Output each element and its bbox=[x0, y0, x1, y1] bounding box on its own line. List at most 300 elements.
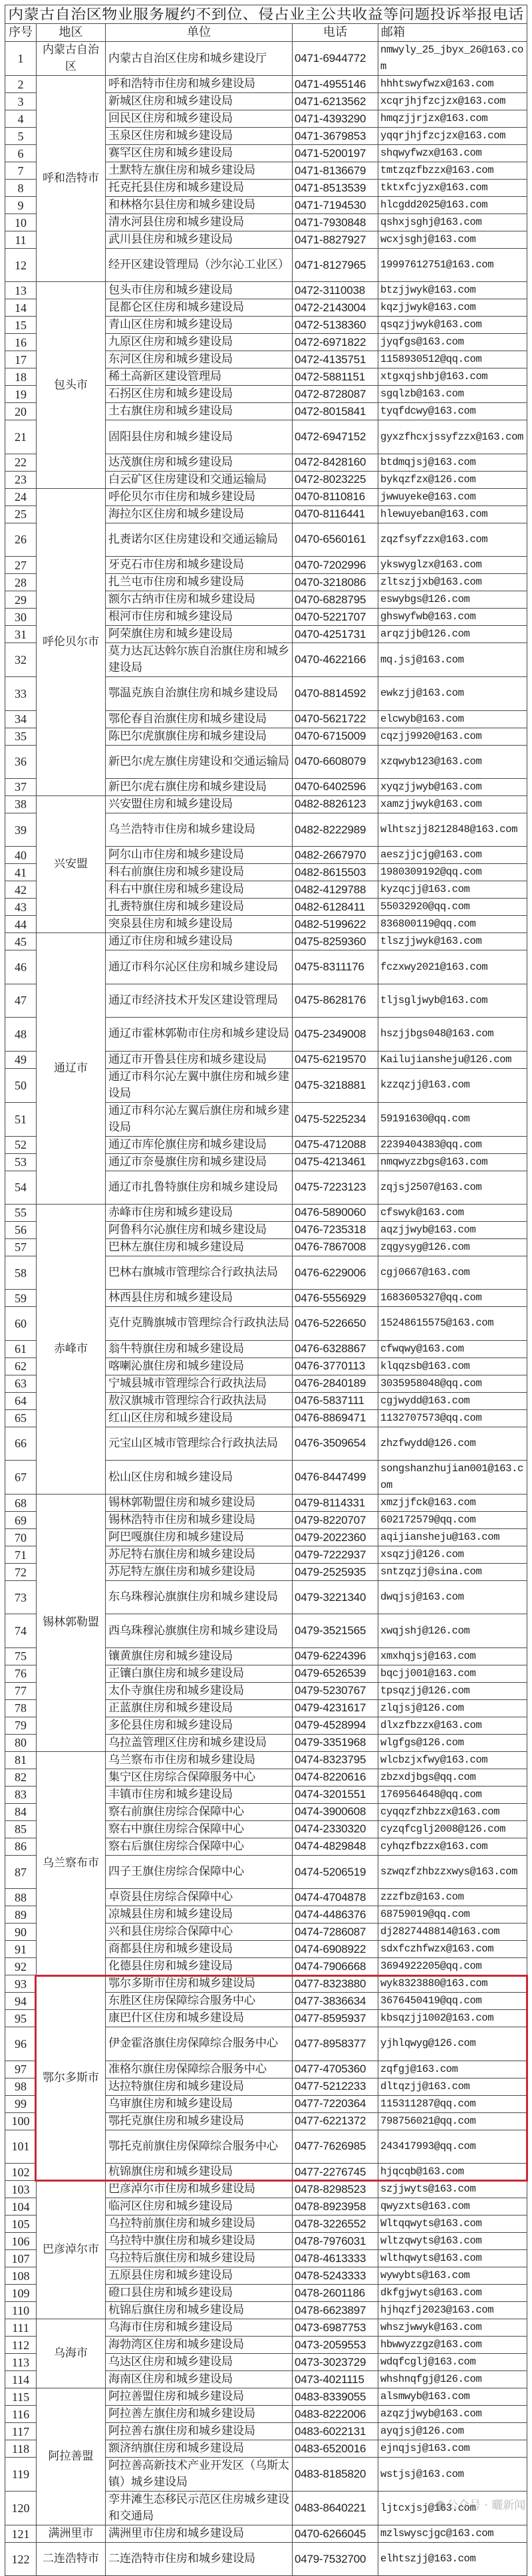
unit-name: 科右前旗住房和城乡建设局 bbox=[106, 864, 293, 881]
region-cell: 鄂尔多斯市 bbox=[37, 1975, 106, 2181]
phone-number[interactable]: 0478-4613333 bbox=[293, 2250, 378, 2267]
row-seq-number: 29 bbox=[5, 591, 37, 609]
phone-number[interactable]: 0470-8814592 bbox=[293, 677, 378, 710]
email-address[interactable]: xzqwyb123@163.com bbox=[378, 745, 527, 778]
email-address[interactable]: hlewuyeban@163.com bbox=[378, 505, 527, 523]
phone-number[interactable]: 0470-3218086 bbox=[293, 574, 378, 591]
phone-number[interactable]: 0478-6623897 bbox=[293, 2302, 378, 2319]
email-address[interactable]: cyqqzfzhbzzx@163.com bbox=[378, 1803, 527, 1820]
unit-name: 牙克石市住房和城乡建设局 bbox=[106, 557, 293, 574]
email-address[interactable]: dj2827448814@163.com bbox=[378, 1924, 527, 1941]
phone-number[interactable]: 0478-8298523 bbox=[293, 2181, 378, 2198]
phone-number[interactable]: 0483-8640221 bbox=[293, 2492, 378, 2525]
unit-name: 杭锦后旗住房和城乡建设局 bbox=[106, 2302, 293, 2319]
email-address[interactable]: hszjjbgs048@163.com bbox=[378, 1018, 527, 1051]
page-title: 内蒙古自治区物业服务履约不到位、侵占业主公共收益等问题投诉举报电话 bbox=[5, 6, 527, 23]
phone-number[interactable]: 0479-3351968 bbox=[293, 1734, 378, 1751]
email-address[interactable]: 1683605327@qq.com bbox=[378, 1290, 527, 1307]
email-address[interactable]: elhtszjj@163.com bbox=[378, 2543, 527, 2576]
phone-number[interactable]: 0470-8110816 bbox=[293, 488, 378, 505]
email-address[interactable]: wywybts@163.com bbox=[378, 2267, 527, 2285]
phone-number[interactable]: 0472-8015841 bbox=[293, 403, 378, 420]
email-address[interactable]: wdqfcglj@163.com bbox=[378, 2354, 527, 2371]
row-seq-number: 6 bbox=[5, 145, 37, 162]
phone-number[interactable]: 0474-3201551 bbox=[293, 1786, 378, 1803]
phone-number[interactable]: 0473-4021115 bbox=[293, 2371, 378, 2388]
email-address[interactable]: zltszjjxb@163.com bbox=[378, 574, 527, 591]
email-address[interactable]: 59191630@qq.com bbox=[378, 1102, 527, 1136]
email-address[interactable]: 243417993@qq.com bbox=[378, 2130, 527, 2163]
email-address[interactable]: zqzfsyfzzx@163.com bbox=[378, 523, 527, 556]
email-address[interactable]: elcwyb@163.com bbox=[378, 710, 527, 728]
email-address[interactable]: wyk8323880@163.com bbox=[378, 1975, 527, 1993]
phone-number[interactable]: 0479-2525935 bbox=[293, 1564, 378, 1581]
phone-number[interactable]: 0474-4486376 bbox=[293, 1906, 378, 1924]
region-cell: 乌海市 bbox=[37, 2319, 106, 2388]
email-address[interactable]: mq.jsj@163.com bbox=[378, 643, 527, 677]
row-seq-number: 86 bbox=[5, 1838, 37, 1855]
phone-number[interactable]: 0470-8116441 bbox=[293, 505, 378, 523]
email-address[interactable]: zqfgj@163.com bbox=[378, 2061, 527, 2078]
unit-name: 喀喇沁旗住房和城乡建设局 bbox=[106, 1358, 293, 1375]
phone-number[interactable]: 0479-3221340 bbox=[293, 1581, 378, 1614]
phone-number[interactable]: 0475-8259360 bbox=[293, 933, 378, 950]
row-seq-number: 71 bbox=[5, 1546, 37, 1564]
email-address[interactable]: jwwuyeke@163.com bbox=[378, 488, 527, 505]
phone-number[interactable]: 0476-5556929 bbox=[293, 1290, 378, 1307]
email-address[interactable]: arqzjjb@126.com bbox=[378, 626, 527, 643]
email-address[interactable]: klqqzsb@163.com bbox=[378, 1358, 527, 1375]
email-address[interactable]: kyzqcjj@163.com bbox=[378, 881, 527, 899]
phone-number[interactable]: 0471-8513539 bbox=[293, 180, 378, 197]
email-address[interactable]: 1158930512@qq.com bbox=[378, 351, 527, 368]
email-address[interactable]: kzzqzjj@163.com bbox=[378, 1068, 527, 1102]
phone-number[interactable]: 0482-8615503 bbox=[293, 864, 378, 881]
phone-number[interactable]: 0470-6608079 bbox=[293, 745, 378, 778]
email-address[interactable]: hjqcqb@163.com bbox=[378, 2164, 527, 2181]
phone-number[interactable]: 0477-6221372 bbox=[293, 2112, 378, 2130]
phone-number[interactable]: 0474-8220616 bbox=[293, 1769, 378, 1786]
phone-number[interactable]: 0479-8220707 bbox=[293, 1512, 378, 1529]
row-seq-number: 93 bbox=[5, 1975, 37, 1993]
email-address[interactable]: 1132707573@qq.com bbox=[378, 1409, 527, 1427]
row-seq-number: 63 bbox=[5, 1375, 37, 1392]
email-address[interactable]: ejnqjsj@163.com bbox=[378, 2440, 527, 2458]
phone-number[interactable]: 0482-2667970 bbox=[293, 847, 378, 864]
phone-number[interactable]: 0472-8428160 bbox=[293, 454, 378, 471]
email-address[interactable]: wlcbzjxfwy@163.com bbox=[378, 1751, 527, 1769]
email-address[interactable]: jyqfgs@163.com bbox=[378, 334, 527, 351]
email-address[interactable]: 798756021@qq.com bbox=[378, 2112, 527, 2130]
email-address[interactable]: cfswyk@163.com bbox=[378, 1204, 527, 1221]
email-address[interactable]: wlthqwyts@163.com bbox=[378, 2250, 527, 2267]
email-address[interactable]: xtgxqjshbj@163.com bbox=[378, 368, 527, 386]
email-address[interactable]: aqzjjwyb@163.com bbox=[378, 1221, 527, 1238]
phone-number[interactable]: 0482-6128411 bbox=[293, 899, 378, 916]
email-address[interactable]: fczxwy2021@163.com bbox=[378, 950, 527, 984]
phone-number[interactable]: 0475-7223123 bbox=[293, 1171, 378, 1204]
unit-name: 通辽市科尔沁左翼后旗住房和城乡建设局 bbox=[106, 1102, 293, 1136]
phone-number[interactable]: 0471-6944772 bbox=[293, 42, 378, 76]
phone-number[interactable]: 0471-4955146 bbox=[293, 76, 378, 93]
phone-number[interactable]: 0483-6520016 bbox=[293, 2440, 378, 2458]
phone-number[interactable]: 0482-5199622 bbox=[293, 916, 378, 933]
row-seq-number: 60 bbox=[5, 1307, 37, 1340]
row-seq-number: 73 bbox=[5, 1581, 37, 1614]
phone-number[interactable]: 0473-2059553 bbox=[293, 2337, 378, 2354]
email-address[interactable]: Kailujiansheju@126.com bbox=[378, 1051, 527, 1068]
email-address[interactable]: hmqzjjrjzx@163.com bbox=[378, 110, 527, 128]
phone-number[interactable]: 0471-5200197 bbox=[293, 145, 378, 162]
row-seq-number: 18 bbox=[5, 368, 37, 386]
email-address[interactable]: bqcjj001@163.com bbox=[378, 1665, 527, 1682]
row-seq-number: 82 bbox=[5, 1769, 37, 1786]
unit-name: 石拐区住房和城乡建设局 bbox=[106, 386, 293, 403]
email-address[interactable]: cqzjj9920@163.com bbox=[378, 728, 527, 745]
unit-name: 土右旗住房和城乡建设局 bbox=[106, 403, 293, 420]
phone-number[interactable]: 0476-8869471 bbox=[293, 1409, 378, 1427]
email-address[interactable]: xyqzjjwyb@163.com bbox=[378, 778, 527, 795]
email-address[interactable]: xsqzjj@126.com bbox=[378, 1546, 527, 1564]
phone-number[interactable]: 0476-7235318 bbox=[293, 1221, 378, 1238]
email-address[interactable]: xcqrjhjfzcjzx@163.com bbox=[378, 93, 527, 110]
phone-number[interactable]: 0477-2276745 bbox=[293, 2164, 378, 2181]
phone-number[interactable]: 0475-2349008 bbox=[293, 1018, 378, 1051]
email-address[interactable]: tljsgljwyb@163.com bbox=[378, 984, 527, 1017]
phone-number[interactable]: 0478-5243333 bbox=[293, 2267, 378, 2285]
email-address[interactable]: nmqwyzzbgs@163.com bbox=[378, 1153, 527, 1171]
email-address[interactable]: qwyzxts@163.com bbox=[378, 2198, 527, 2216]
phone-number[interactable]: 0476-6229006 bbox=[293, 1256, 378, 1289]
phone-number[interactable]: 0471-7930848 bbox=[293, 214, 378, 231]
phone-number[interactable]: 0476-3770113 bbox=[293, 1358, 378, 1375]
phone-number[interactable]: 0477-5212233 bbox=[293, 2078, 378, 2095]
phone-number[interactable]: 0479-7222937 bbox=[293, 1546, 378, 1564]
phone-number[interactable]: 0474-7906668 bbox=[293, 1958, 378, 1975]
header-row bbox=[5, 24, 527, 42]
row-seq-number: 121 bbox=[5, 2525, 37, 2543]
phone-number[interactable]: 0472-6971822 bbox=[293, 334, 378, 351]
email-address[interactable]: 1980309192@qq.com bbox=[378, 864, 527, 881]
phone-number[interactable]: 0472-3110038 bbox=[293, 282, 378, 299]
unit-name: 康巴什区住房和城乡建设局 bbox=[106, 2010, 293, 2027]
phone-number[interactable]: 0474-5206519 bbox=[293, 1855, 378, 1888]
table-row bbox=[5, 76, 527, 93]
phone-number[interactable]: 0473-3023729 bbox=[293, 2354, 378, 2371]
email-address[interactable]: 3694922205@qq.com bbox=[378, 1958, 527, 1975]
email-address[interactable]: 3035958048@qq.com bbox=[378, 1375, 527, 1392]
email-address[interactable]: ghswyfwb@163.com bbox=[378, 609, 527, 626]
email-address[interactable]: zhzfwydd@126.com bbox=[378, 1427, 527, 1460]
email-address[interactable]: xmxhqjsj@163.com bbox=[378, 1647, 527, 1665]
phone-number[interactable]: 0473-6987753 bbox=[293, 2319, 378, 2337]
phone-number[interactable]: 0476-2840189 bbox=[293, 1375, 378, 1392]
region-cell: 锡林郭勒盟 bbox=[37, 1495, 106, 1752]
phone-number[interactable]: 0477-4705360 bbox=[293, 2061, 378, 2078]
phone-number[interactable]: 0475-8628176 bbox=[293, 984, 378, 1017]
row-seq-number: 62 bbox=[5, 1358, 37, 1375]
email-address[interactable]: dlxzfbzzx@163.com bbox=[378, 1717, 527, 1734]
email-address[interactable]: zlqjsj@126.com bbox=[378, 1699, 527, 1717]
email-address[interactable]: hlcgdd2025@163.com bbox=[378, 197, 527, 214]
row-seq-number: 33 bbox=[5, 677, 37, 710]
phone-number[interactable]: 0483-6022131 bbox=[293, 2423, 378, 2440]
email-address[interactable]: alsmwyb@163.com bbox=[378, 2388, 527, 2406]
unit-name: 二连浩特市住房和城乡建设局 bbox=[106, 2543, 293, 2576]
email-address[interactable]: ayqjsj@126.com bbox=[378, 2423, 527, 2440]
phone-number[interactable]: 0476-5837111 bbox=[293, 1392, 378, 1409]
row-seq-number: 25 bbox=[5, 505, 37, 523]
phone-number[interactable]: 0475-8311176 bbox=[293, 950, 378, 984]
phone-number[interactable]: 0472-5881151 bbox=[293, 368, 378, 386]
phone-number[interactable]: 0476-5226650 bbox=[293, 1307, 378, 1340]
email-address[interactable]: cfwqwy@163.com bbox=[378, 1340, 527, 1358]
phone-number[interactable]: 0479-7532700 bbox=[293, 2543, 378, 2576]
unit-name: 化德县住房和城乡建设局 bbox=[106, 1958, 293, 1975]
phone-number[interactable]: 0478-2601186 bbox=[293, 2285, 378, 2302]
phone-number[interactable]: 0471-8827927 bbox=[293, 231, 378, 249]
email-address[interactable]: szjjwyts@163.com bbox=[378, 2181, 527, 2198]
email-address[interactable]: sntzqzjj@sina.com bbox=[378, 1564, 527, 1581]
phone-number[interactable]: 0470-4622166 bbox=[293, 643, 378, 677]
email-address[interactable]: wcxjsghj@163.com bbox=[378, 231, 527, 249]
email-address[interactable]: wlhtszjj8212848@163.com bbox=[378, 813, 527, 846]
phone-number[interactable]: 0474-4829848 bbox=[293, 1838, 378, 1855]
phone-number[interactable]: 0474-3900608 bbox=[293, 1803, 378, 1820]
email-address[interactable]: hhhtswyfwzx@163.com bbox=[378, 76, 527, 93]
email-address[interactable]: dwqjsj@163.com bbox=[378, 1581, 527, 1614]
phone-number[interactable]: 0477-7220364 bbox=[293, 2095, 378, 2112]
phone-number[interactable]: 0471-4393290 bbox=[293, 110, 378, 128]
phone-number[interactable]: 0472-8728087 bbox=[293, 386, 378, 403]
phone-number[interactable]: 0470-6715009 bbox=[293, 728, 378, 745]
phone-number[interactable]: 0478-8923958 bbox=[293, 2198, 378, 2216]
email-address[interactable]: 115311287@qq.com bbox=[378, 2095, 527, 2112]
phone-number[interactable]: 0470-5221707 bbox=[293, 609, 378, 626]
email-address[interactable]: wlgfgs@126.com bbox=[378, 1734, 527, 1751]
phone-number[interactable]: 0474-7286087 bbox=[293, 1924, 378, 1941]
phone-number[interactable]: 0476-6328867 bbox=[293, 1340, 378, 1358]
email-address[interactable]: dltqzjj@163.com bbox=[378, 2078, 527, 2095]
phone-number[interactable]: 0472-4135751 bbox=[293, 351, 378, 368]
unit-name: 五原县住房和城乡建设局 bbox=[106, 2267, 293, 2285]
table-body bbox=[5, 42, 527, 2576]
email-address[interactable]: tlszjjwyk@163.com bbox=[378, 933, 527, 950]
unit-name: 额济纳旗住房和城乡建设局 bbox=[106, 2440, 293, 2458]
email-address[interactable]: hjhqzfj2023@163.com bbox=[378, 2302, 527, 2319]
row-seq-number: 105 bbox=[5, 2216, 37, 2233]
phone-number[interactable]: 0478-3226552 bbox=[293, 2216, 378, 2233]
email-address[interactable]: whshnqfgj@126.com bbox=[378, 2371, 527, 2388]
email-address[interactable]: bykqzfzx@126.com bbox=[378, 471, 527, 488]
phone-number[interactable]: 0472-6947152 bbox=[293, 420, 378, 454]
row-seq-number: 43 bbox=[5, 899, 37, 916]
email-address[interactable]: wltzqwyts@163.com bbox=[378, 2233, 527, 2250]
email-address[interactable]: Wltqqwyts@163.com bbox=[378, 2216, 527, 2233]
unit-name: 科右中旗住房和城乡建设局 bbox=[106, 881, 293, 899]
phone-number[interactable]: 0475-4213461 bbox=[293, 1153, 378, 1171]
phone-number[interactable]: 0479-8114331 bbox=[293, 1495, 378, 1512]
email-address[interactable]: nmwyly_25_jbyx_26@163.com bbox=[378, 42, 527, 76]
email-address[interactable]: shqwyfwzx@163.com bbox=[378, 145, 527, 162]
email-address[interactable]: cyzqfcglj2008@126.com bbox=[378, 1820, 527, 1838]
email-address[interactable]: qsqzjjwyk@163.com bbox=[378, 317, 527, 334]
phone-number[interactable]: 0472-8023225 bbox=[293, 471, 378, 488]
phone-number[interactable]: 0475-3218881 bbox=[293, 1068, 378, 1102]
phone-number[interactable]: 0472-2143004 bbox=[293, 299, 378, 317]
email-address[interactable]: dkfgjwyts@163.com bbox=[378, 2285, 527, 2302]
email-address[interactable]: 1769564648@qq.com bbox=[378, 1786, 527, 1803]
phone-number[interactable]: 0475-4712088 bbox=[293, 1136, 378, 1153]
phone-number[interactable]: 0477-8323880 bbox=[293, 1975, 378, 1993]
region-cell: 满洲里市 bbox=[37, 2525, 106, 2543]
email-address[interactable]: tmtzqzfbzzx@163.com bbox=[378, 162, 527, 180]
row-seq-number: 38 bbox=[5, 795, 37, 813]
email-address[interactable]: xwqjshj@126.com bbox=[378, 1614, 527, 1647]
email-address[interactable]: btzjjwyk@163.com bbox=[378, 282, 527, 299]
email-address[interactable]: zbzxdjbgs@qq.com bbox=[378, 1769, 527, 1786]
phone-number[interactable]: 0470-7202996 bbox=[293, 557, 378, 574]
phone-number[interactable]: 0477-3836634 bbox=[293, 1993, 378, 2010]
email-address[interactable]: sgqlzb@163.com bbox=[378, 386, 527, 403]
row-seq-number: 54 bbox=[5, 1171, 37, 1204]
phone-number[interactable]: 0479-5230767 bbox=[293, 1682, 378, 1699]
phone-number[interactable]: 0477-7626985 bbox=[293, 2130, 378, 2163]
phone-number[interactable]: 0472-5138360 bbox=[293, 317, 378, 334]
email-address[interactable]: tpsqzjj@126.com bbox=[378, 1682, 527, 1699]
email-address[interactable]: 19997612751@163.com bbox=[378, 249, 527, 282]
phone-number[interactable]: 0479-6526539 bbox=[293, 1665, 378, 1682]
email-address[interactable]: sdxfczhfwzx@163.com bbox=[378, 1941, 527, 1958]
phone-number[interactable]: 0479-2022360 bbox=[293, 1529, 378, 1546]
phone-number[interactable]: 0479-4528994 bbox=[293, 1717, 378, 1734]
email-address[interactable]: szwqzfzhbzzxwys@163.com bbox=[378, 1855, 527, 1888]
email-address[interactable]: yqqrjhjfzcjzx@163.com bbox=[378, 128, 527, 145]
phone-number[interactable]: 0478-7976031 bbox=[293, 2233, 378, 2250]
phone-number[interactable]: 0479-6224396 bbox=[293, 1647, 378, 1665]
phone-number[interactable]: 0474-8323795 bbox=[293, 1751, 378, 1769]
phone-number[interactable]: 0470-6402596 bbox=[293, 778, 378, 795]
phone-number[interactable]: 0483-8185820 bbox=[293, 2458, 378, 2492]
phone-number[interactable]: 0482-4129788 bbox=[293, 881, 378, 899]
email-address[interactable]: yjhlqwyg@126.com bbox=[378, 2027, 527, 2061]
email-address[interactable]: songshanzhujian001@163.com bbox=[378, 1461, 527, 1495]
email-address[interactable]: xamzjjwyk@163.com bbox=[378, 795, 527, 813]
phone-number[interactable]: 0476-7867008 bbox=[293, 1238, 378, 1256]
unit-name: 海勃湾区住房和城乡建设局 bbox=[106, 2337, 293, 2354]
row-seq-number: 26 bbox=[5, 523, 37, 556]
phone-number[interactable]: 0474-2330320 bbox=[293, 1820, 378, 1838]
phone-number[interactable]: 0475-6219570 bbox=[293, 1051, 378, 1068]
email-address[interactable]: zqjsj2507@163.com bbox=[378, 1171, 527, 1204]
email-address[interactable]: mzlswyscjgc@163.com bbox=[378, 2525, 527, 2543]
email-address[interactable]: ewkzjj@163.com bbox=[378, 677, 527, 710]
phone-number[interactable]: 0474-6908922 bbox=[293, 1941, 378, 1958]
email-address[interactable]: xmzjjfck@163.com bbox=[378, 1495, 527, 1512]
email-address[interactable]: wstjsj@163.com bbox=[378, 2458, 527, 2492]
email-address[interactable]: gyxzfhcxjssyfzzx@163.com bbox=[378, 420, 527, 454]
email-address[interactable]: cgjwydd@163.com bbox=[378, 1392, 527, 1409]
email-address[interactable]: 602172579@qq.com bbox=[378, 1512, 527, 1529]
phone-number[interactable]: 0470-6266045 bbox=[293, 2525, 378, 2543]
unit-name: 集宁区住房综合保障服务中心 bbox=[106, 1769, 293, 1786]
unit-name: 克什克腾旗城市管理综合行政执法局 bbox=[106, 1307, 293, 1340]
row-seq-number: 66 bbox=[5, 1427, 37, 1460]
unit-name: 通辽市住房和城乡建设局 bbox=[106, 933, 293, 950]
phone-number[interactable]: 0470-4251731 bbox=[293, 626, 378, 643]
email-address[interactable]: eswybgs@126.com bbox=[378, 591, 527, 609]
email-address[interactable]: tyqfdcwy@163.com bbox=[378, 403, 527, 420]
row-seq-number: 23 bbox=[5, 471, 37, 488]
phone-number[interactable]: 0483-8339055 bbox=[293, 2388, 378, 2406]
email-address[interactable]: cyhqzfbzzx@163.com bbox=[378, 1838, 527, 1855]
phone-number[interactable]: 0470-5621722 bbox=[293, 710, 378, 728]
phone-number[interactable]: 0477-8595937 bbox=[293, 2010, 378, 2027]
email-address[interactable]: aqijiansheju@163.com bbox=[378, 1529, 527, 1546]
email-address[interactable]: ljtcxjsj@163.com bbox=[378, 2492, 527, 2525]
phone-number[interactable]: 0475-5225234 bbox=[293, 1102, 378, 1136]
email-address[interactable]: kqzjjwyk@163.com bbox=[378, 299, 527, 317]
email-address[interactable]: btdmqjsj@163.com bbox=[378, 454, 527, 471]
unit-name: 鄂托克旗住房和城乡建设局 bbox=[106, 2112, 293, 2130]
phone-number[interactable]: 0479-4231617 bbox=[293, 1699, 378, 1717]
phone-number[interactable]: 0482-8826123 bbox=[293, 795, 378, 813]
email-address[interactable]: aeszjjcjg@163.com bbox=[378, 847, 527, 864]
unit-name: 海南区住房和城乡建设局 bbox=[106, 2371, 293, 2388]
email-address[interactable]: whszjwwyk@163.com bbox=[378, 2319, 527, 2337]
phone-number[interactable]: 0477-8958377 bbox=[293, 2027, 378, 2061]
phone-number[interactable]: 0483-8222006 bbox=[293, 2406, 378, 2423]
email-address[interactable]: 836800119@qq.com bbox=[378, 916, 527, 933]
phone-number[interactable]: 0482-8222989 bbox=[293, 813, 378, 846]
phone-number[interactable]: 0470-6560161 bbox=[293, 523, 378, 556]
unit-name: 乌拉盖管理区住房和城乡建设局 bbox=[106, 1734, 293, 1751]
phone-number[interactable]: 0476-5890060 bbox=[293, 1204, 378, 1221]
email-address[interactable]: 68759019@qq.com bbox=[378, 1906, 527, 1924]
row-seq-number: 50 bbox=[5, 1068, 37, 1102]
email-address[interactable]: hbwwyzzgz@163.com bbox=[378, 2337, 527, 2354]
email-address[interactable]: 55032920@qq.com bbox=[378, 899, 527, 916]
email-address[interactable]: azqzjjwyb@163.com bbox=[378, 2406, 527, 2423]
row-seq-number: 55 bbox=[5, 1204, 37, 1221]
phone-number[interactable]: 0476-8447499 bbox=[293, 1461, 378, 1495]
row-seq-number: 92 bbox=[5, 1958, 37, 1975]
email-address[interactable]: cgj0667@163.com bbox=[378, 1256, 527, 1289]
region-cell: 赤峰市 bbox=[37, 1204, 106, 1494]
phone-number[interactable]: 0476-3509654 bbox=[293, 1427, 378, 1460]
email-address[interactable]: 2239404383@qq.com bbox=[378, 1136, 527, 1153]
email-address[interactable]: tktxfcjyzx@163.com bbox=[378, 180, 527, 197]
region-cell: 兴安盟 bbox=[37, 795, 106, 932]
email-address[interactable]: kbsqzjj1002@163.com bbox=[378, 2010, 527, 2027]
phone-number[interactable]: 0471-6213562 bbox=[293, 93, 378, 110]
complaint-hotline-table bbox=[5, 5, 527, 2576]
phone-number[interactable]: 0471-8136679 bbox=[293, 162, 378, 180]
email-address[interactable]: qshxjsghj@163.com bbox=[378, 214, 527, 231]
email-address[interactable]: ykswyglzx@163.com bbox=[378, 557, 527, 574]
phone-number[interactable]: 0474-4704878 bbox=[293, 1889, 378, 1906]
email-address[interactable]: 3676450419@qq.com bbox=[378, 1993, 527, 2010]
phone-number[interactable]: 0479-3521565 bbox=[293, 1614, 378, 1647]
email-address[interactable]: zzzfbz@163.com bbox=[378, 1889, 527, 1906]
phone-number[interactable]: 0470-6828795 bbox=[293, 591, 378, 609]
unit-name: 伊金霍洛旗住房保障综合服务中心 bbox=[106, 2027, 293, 2061]
email-address[interactable]: 15248615575@163.com bbox=[378, 1307, 527, 1340]
email-address[interactable]: zqgysyg@126.com bbox=[378, 1238, 527, 1256]
phone-number[interactable]: 0471-8127965 bbox=[293, 249, 378, 282]
phone-number[interactable]: 0471-3679853 bbox=[293, 128, 378, 145]
phone-number[interactable]: 0471-7194530 bbox=[293, 197, 378, 214]
